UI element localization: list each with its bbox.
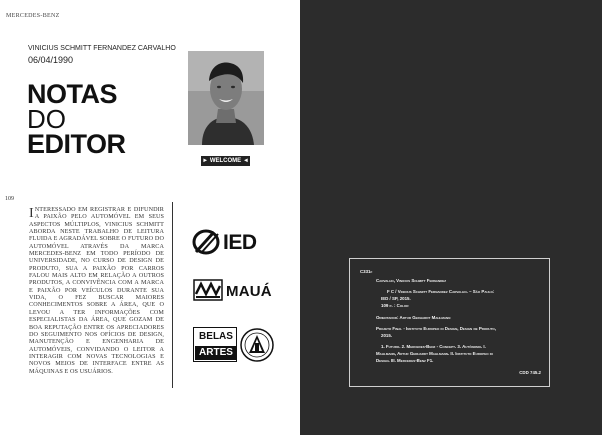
author-portrait-icon xyxy=(188,51,264,145)
catalog-subjects1: 1. Futuro. 2. Mercedes-Benz - Concept. 3. Autônomo. I. xyxy=(381,344,486,349)
belas-artes-line1: BELAS xyxy=(199,331,233,342)
catalog-subjects2: Mahlmann, Artur Gerhardt Mahlmann. II. Instituto Europeo di xyxy=(376,351,493,356)
catalog-project2: 2015. xyxy=(381,333,392,338)
left-page xyxy=(0,0,300,435)
catalog-line3: 109 p. : Color xyxy=(381,303,409,308)
drop-cap: I xyxy=(29,206,34,221)
title-do: DO xyxy=(27,104,66,134)
author-date: 06/04/1990 xyxy=(28,55,74,65)
header-brand: MERCEDES-BENZ xyxy=(6,13,60,19)
catalog-subjects3: Design. III. Mercedes-Benz F1. xyxy=(376,358,434,363)
ied-logo-text: IED xyxy=(223,231,257,254)
title-notas: NOTAS xyxy=(27,79,117,109)
catalog-line2: IED / SP, 2015. xyxy=(381,296,411,301)
belas-artes-seal-icon xyxy=(239,327,275,363)
belas-artes-box xyxy=(193,327,237,362)
page-number: 109 xyxy=(5,196,14,202)
belas-artes-logo xyxy=(193,327,276,364)
column-divider xyxy=(172,202,173,388)
ied-logo xyxy=(192,228,266,256)
welcome-label: ► WELCOME ◄ xyxy=(202,158,249,164)
catalog-code: C331f xyxy=(360,269,373,274)
catalog-line1: F C / Vinicius Schmitt Fernandez Carvalho. – São Paulo: xyxy=(387,289,495,294)
author-photo xyxy=(188,51,264,145)
belas-artes-line2: ARTES xyxy=(195,346,237,360)
page-title xyxy=(27,79,126,159)
body-text xyxy=(29,207,164,376)
catalog-project1: Projeto Final - Instituto Europeo di Design, Design de Produto, xyxy=(376,326,496,331)
catalog-cdd: CDD 745.2 xyxy=(519,370,541,375)
catalog-author: Carvalho, Vinicius Schmitt Fernandez xyxy=(376,278,447,283)
title-editor: EDITOR xyxy=(27,129,126,159)
author-name: VINICIUS SCHMITT FERNANDEZ CARVALHO xyxy=(28,45,176,52)
maua-emblem-icon xyxy=(193,279,223,301)
maua-logo-text: MAUÁ xyxy=(226,283,272,300)
body-paragraph: NTERESSADO EM REGISTRAR E DIFUNDIR A PAIXÃO PELO AUTOMÓVEL EM SEUS ASPECTOS MÚLTIPLOS, VINICIUS SCHMITT ABORDA NESTE TRABALHO DE LEITURA FLUIDA E AGRADÁVEL SOBRE O FUTURO DO AUTOMÓVEL ATRAVÉS DA MARCA MERCEDES-BENZ EM TODO PERÍODO DE UNIVERSIDADE, NO CURSO DE DESIGN DE PRODUTO, SUA A PAIXÃO POR CARROS FALOU MAIS ALTO EM RELAÇÃO A OUTROS PRODUTOS, A CONVIVÊNCIA COM A MARCA E PAIXÃO POR VEÍCULOS DURANTE SUA VIDA, O FEZ BUSCAR MAIORES CONHECIMENTOS SOBRE A ÁREA, QUE O LEVOU A TER INFORMAÇÕES COM ESPECIALISTAS DA ÁREA, QUE GOZAM DE BOA REPUTAÇÃO ENTRE OS APRECIADORES DO SEGUIMENTO NOS OFÍCIOS DE DESIGN, MANUTENÇÃO E ENGENHARIA DE AUTOMÓVEIS, CONVIDANDO O LEITOR A INTERAGIR COM NOVAS TECNOLOGIAS E NOVOS MEIOS DE INTERFACE ENTRE AS MÁQUINAS E OS USUÁRIOS. xyxy=(29,207,164,375)
catalog-card xyxy=(349,258,550,387)
catalog-advisor: Orientador: Artur Gerhardt Mahlmann xyxy=(376,315,451,320)
maua-logo xyxy=(193,279,276,301)
ied-emblem-icon xyxy=(192,228,222,256)
